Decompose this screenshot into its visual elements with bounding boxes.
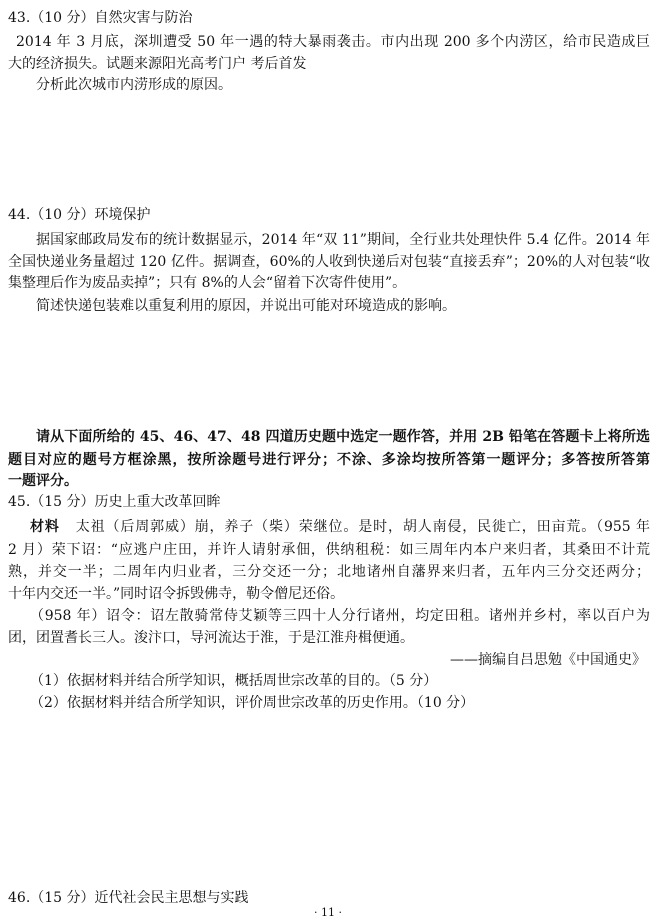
q44-question: 简述快递包装难以重复利用的原因，并说出可能对环境造成的影响。 — [36, 298, 456, 314]
q45-heading: 45.（15 分）历史上重大改革回眸 — [8, 494, 221, 510]
q45-subquestion-1: （1）依据材料并结合所学知识，概括周世宗改革的目的。（5 分） — [30, 673, 438, 689]
q44-text-line1: 据国家邮政局发布的统计数据显示，2014 年“双 11”期间，全行业共处理快件 5.4 亿件。2014 年 — [36, 232, 650, 248]
page-number: · 11 · — [314, 906, 342, 919]
q45-material-line2: 2 月）荣下诏：“应逃户庄田，并许人请射承佃，供纳租税：如三周年内本户来归者，其桑田不计荒 — [8, 542, 650, 558]
q45-source: ——摘编自吕思勉《中国通史》 — [450, 652, 646, 668]
instruction-line3: 一题评分。 — [8, 473, 78, 489]
instruction-line1: 请从下面所给的 45、46、47、48 四道历史题中选定一题作答，并用 2B 铅笔在答题卡上将所选 — [36, 429, 650, 445]
q44-heading: 44.（10 分）环境保护 — [8, 207, 151, 223]
q45-material-line5: （958 年）诏令：诏左散骑常侍艾颖等三四十人分行诸州，均定田租。诸州并乡村，率以百户为 — [30, 608, 650, 624]
material-label: 材料 — [30, 519, 60, 535]
q44-text-line2: 全国快递业务量超过 120 亿件。据调查，60%的人收到快递后对包装“直接丢弃”；20%的人对包装“收 — [8, 254, 650, 270]
q45-material-line4: 十年内交还一半。”同时诏令拆毁佛寺，勒令僧尼还俗。 — [8, 586, 345, 602]
material-line1-text: 太祖（后周郭威）崩，养子（柴）荣继位。是时，胡人南侵，民徙亡，田亩荒。（955 年 — [75, 519, 651, 535]
q46-heading: 46.（15 分）近代社会民主思想与实践 — [8, 890, 249, 906]
q45-material-line6: 团，团置耆长三人。浚汴口，导河流达于淮，于是江淮舟楫便通。 — [8, 630, 414, 646]
q43-text-line2: 大的经济损失。试题来源阳光高考门户 考后首发 — [8, 56, 307, 72]
q43-question: 分析此次城市内涝形成的原因。 — [36, 77, 232, 93]
q43-heading: 43.（10 分）自然灾害与防治 — [8, 10, 193, 26]
q44-text-line3: 集整理后作为废品卖掉”；只有 8%的人会“留着下次寄件使用”。 — [8, 275, 407, 291]
q43-text-line1: 2014 年 3 月底，深圳遭受 50 年一遇的特大暴雨袭击。市内出现 200 多个内涝区，给市民造成巨 — [16, 34, 650, 50]
q45-subquestion-2: （2）依据材料并结合所学知识，评价周世宗改革的历史作用。（10 分） — [30, 695, 475, 711]
instruction-line2: 题目对应的题号方框涂黑，按所涂题号进行评分；不涂、多涂均按所答第一题评分；多答按所答第 — [8, 452, 650, 468]
q45-material-line1 — [30, 517, 650, 537]
q45-material-line3: 熟，并交一半；二周年内归业者，三分交还一分；北地诸州自藩界来归者，五年内三分交还两分； — [8, 564, 650, 580]
